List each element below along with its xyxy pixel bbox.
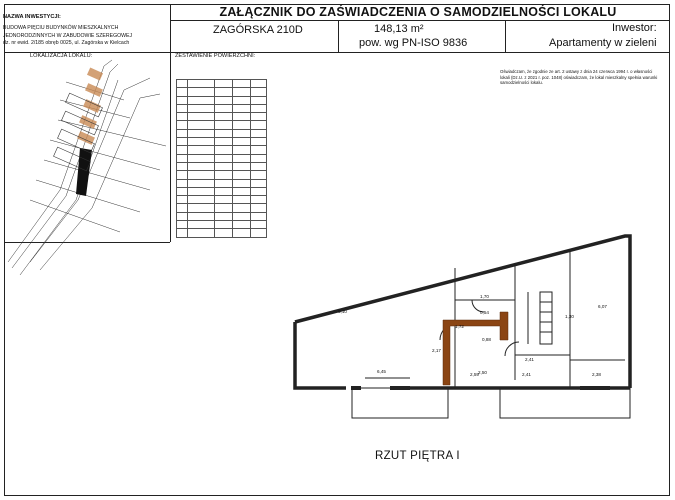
area-table-heading: ZESTAWIENIE POWIERZCHNI:	[175, 53, 256, 59]
document-title: ZAŁĄCZNIK DO ZAŚWIADCZENIA O SAMODZIELNOŚCI LOKALU	[219, 5, 617, 19]
investment-line-1: BUDOWA PIĘCIU BUDYNKÓW MIESZKALNYCH	[3, 25, 119, 32]
plan-dimension-label: 1,30	[565, 314, 574, 319]
plan-dimension-label: 6,07	[598, 304, 607, 309]
investment-line-2: JEDNORODZINNYCH W ZABUDOWIE SZEREGOWEJ	[3, 32, 133, 39]
address-cell: ZAGÓRSKA 210D	[213, 24, 303, 36]
location-label: LOKALIZACJA LOKALU:	[30, 53, 93, 59]
plan-dimension-label: 6,10	[338, 309, 347, 314]
investor-name: Apartamenty w zieleni	[549, 37, 657, 49]
plan-dimension-label: 0,88	[482, 337, 491, 342]
plan-dimension-label: 2,38	[592, 372, 601, 377]
declaration-note: Oświadczam, że zgodnie ze art. 2 ustawy z dnia 24 czerwca 1994 r. o własności lokali (Dz.U. z 2021 r. poz. 1048) oświadczam, że lokal mieszkalny spełnia warunki samodzielności lokalu.	[500, 69, 658, 86]
plan-dimension-label: 1,70	[480, 294, 489, 299]
area-value: 148,13 m²	[374, 23, 424, 35]
plan-dimension-label: 6,45	[377, 369, 386, 374]
area-standard-note: pow. wg PN-ISO 9836	[359, 37, 468, 49]
investment-line-3: dz. nr ewid. 2/185 obręb 0025, ul. Zagórska w Kielcach	[3, 40, 130, 47]
plan-dimension-label: 2,59	[470, 372, 479, 377]
plan-dimension-label: 2,41	[522, 372, 531, 377]
plan-dimension-label: 0,54	[480, 310, 489, 315]
plan-dimension-label: 2,17	[432, 348, 441, 353]
plan-dimension-label: 1,72	[455, 324, 464, 329]
plan-dimension-label: 2,41	[525, 357, 534, 362]
investor-label: Inwestor:	[612, 22, 657, 34]
floor-label: RZUT PIĘTRA I	[375, 450, 460, 462]
plan-dimension-label: 2,50	[478, 370, 487, 375]
investment-heading: NAZWA INWESTYCJI:	[3, 14, 61, 20]
